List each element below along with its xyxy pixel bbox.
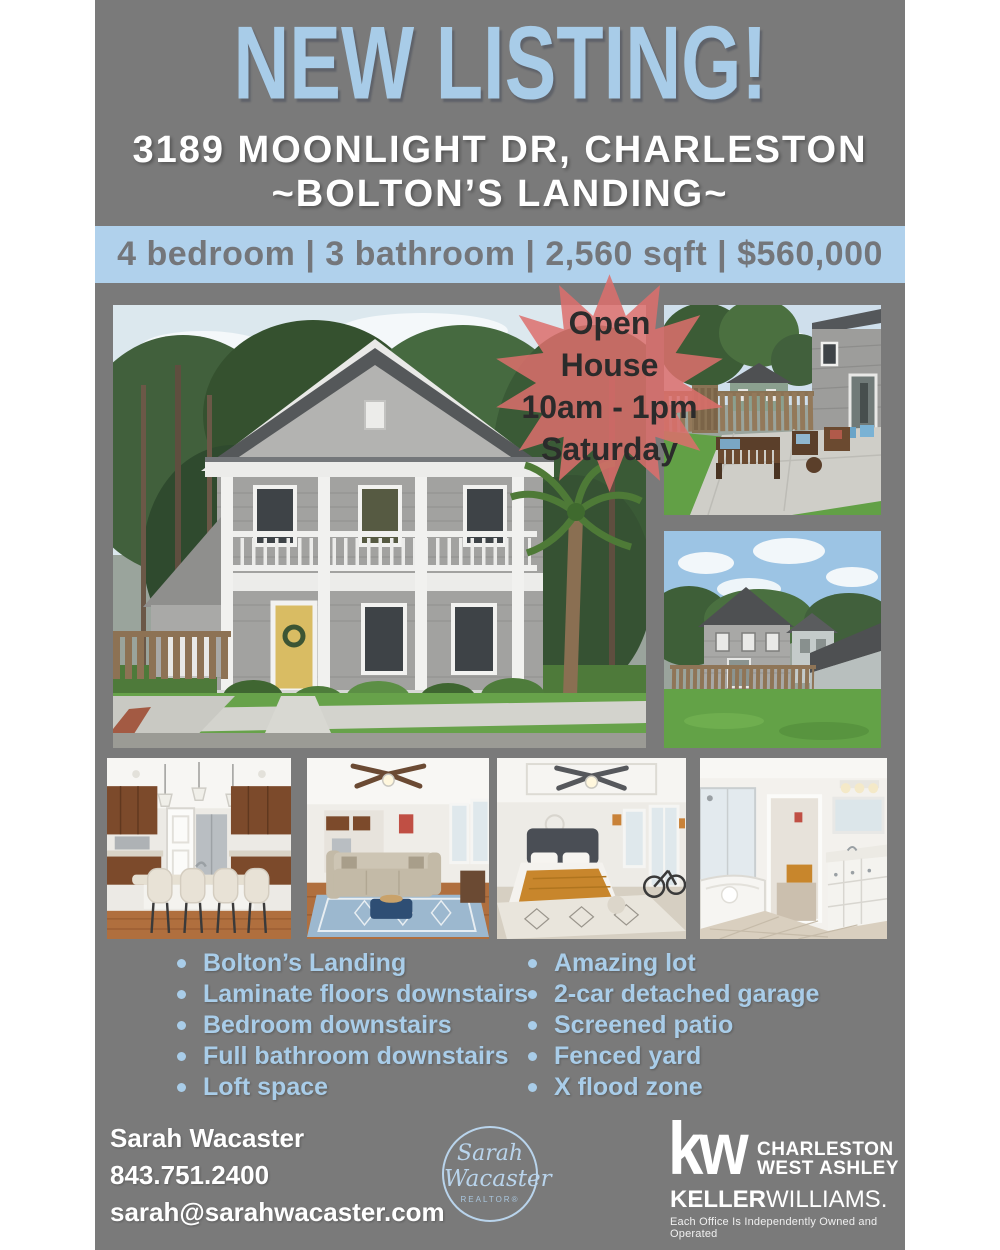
- feature-list-right: [528, 948, 819, 1103]
- page-title-text: NEW LISTING!: [233, 4, 767, 122]
- kw-brand-bold: KELLER: [670, 1186, 766, 1213]
- bullet-icon: [177, 1083, 186, 1092]
- bullet-icon: [177, 1052, 186, 1061]
- agent-name: Sarah Wacaster: [110, 1123, 305, 1153]
- feature-text: Amazing lot: [554, 949, 696, 977]
- list-item: [528, 979, 819, 1010]
- open-house-badge: [491, 272, 728, 494]
- agent-logo-title: REALTOR®: [460, 1195, 520, 1204]
- new-listing-flyer: [95, 0, 905, 1250]
- list-item: [528, 948, 819, 979]
- kw-office-line1: CHARLESTON: [757, 1139, 894, 1160]
- kw-office-line2: WEST ASHLEY: [757, 1158, 900, 1179]
- bathroom-photo: [700, 758, 887, 939]
- keller-williams-wordmark: [670, 1186, 887, 1214]
- agent-logo: [442, 1126, 552, 1222]
- bullet-icon: [528, 1083, 537, 1092]
- living-room-illustration: [307, 758, 489, 939]
- list-item: [177, 948, 528, 979]
- property-stats-text: 4 bedroom | 3 bathroom | 2,560 sqft | $560,000: [117, 235, 883, 273]
- agent-phone: 843.751.2400: [110, 1160, 270, 1190]
- bullet-icon: [528, 1052, 537, 1061]
- feature-text: X flood zone: [554, 1073, 703, 1101]
- open-house-line4: Saturday: [541, 431, 678, 467]
- feature-text: 2-car detached garage: [554, 980, 820, 1008]
- address-line2: ~BOLTON’S LANDING~: [271, 173, 729, 215]
- agent-contact: [110, 1120, 445, 1231]
- kw-disclaimer: Each Office Is Independently Owned and Operated: [670, 1216, 878, 1240]
- bathroom-illustration: [700, 758, 887, 939]
- address-line1: 3189 MOONLIGHT DR, CHARLESTON: [132, 129, 868, 171]
- kw-monogram: kw: [668, 1107, 745, 1190]
- kw-office-name: [757, 1140, 899, 1178]
- bullet-icon: [177, 1021, 186, 1030]
- list-item: [528, 1041, 819, 1072]
- feature-text: Bedroom downstairs: [203, 1011, 452, 1039]
- backyard-photo: [664, 531, 881, 748]
- open-house-line3: 10am - 1pm: [521, 389, 698, 425]
- open-house-line2: House: [560, 347, 659, 383]
- agent-logo-last-name: Wacaster: [444, 1166, 552, 1192]
- living-room-photo: [307, 758, 489, 939]
- bullet-icon: [528, 1021, 537, 1030]
- bullet-icon: [528, 990, 537, 999]
- list-item: [177, 1072, 528, 1103]
- feature-list-left: [177, 948, 528, 1103]
- feature-text: Full bathroom downstairs: [203, 1042, 509, 1070]
- list-item: [177, 1041, 528, 1072]
- feature-text: Laminate floors downstairs: [203, 980, 529, 1008]
- backyard-illustration: [664, 531, 881, 748]
- kitchen-photo: [107, 758, 291, 939]
- feature-text: Fenced yard: [554, 1042, 702, 1070]
- list-item: [177, 1010, 528, 1041]
- bullet-icon: [177, 990, 186, 999]
- bedroom-illustration: [497, 758, 686, 939]
- kw-brand-light: WILLIAMS.: [766, 1186, 888, 1213]
- list-item: [177, 979, 528, 1010]
- feature-text: Screened patio: [554, 1011, 734, 1039]
- open-house-line1: Open: [568, 305, 651, 341]
- agent-logo-first-name: Sarah: [457, 1141, 523, 1166]
- list-item: [528, 1072, 819, 1103]
- feature-text: Loft space: [203, 1073, 329, 1101]
- page-title: [95, 4, 905, 122]
- open-house-text: [491, 302, 728, 470]
- list-item: [528, 1010, 819, 1041]
- bullet-icon: [528, 959, 537, 968]
- agent-email: sarah@sarahwacaster.com: [110, 1197, 445, 1227]
- bedroom-photo: [497, 758, 686, 939]
- bullet-icon: [177, 959, 186, 968]
- feature-text: Bolton’s Landing: [203, 949, 407, 977]
- property-address: [95, 128, 905, 216]
- kitchen-illustration: [107, 758, 291, 939]
